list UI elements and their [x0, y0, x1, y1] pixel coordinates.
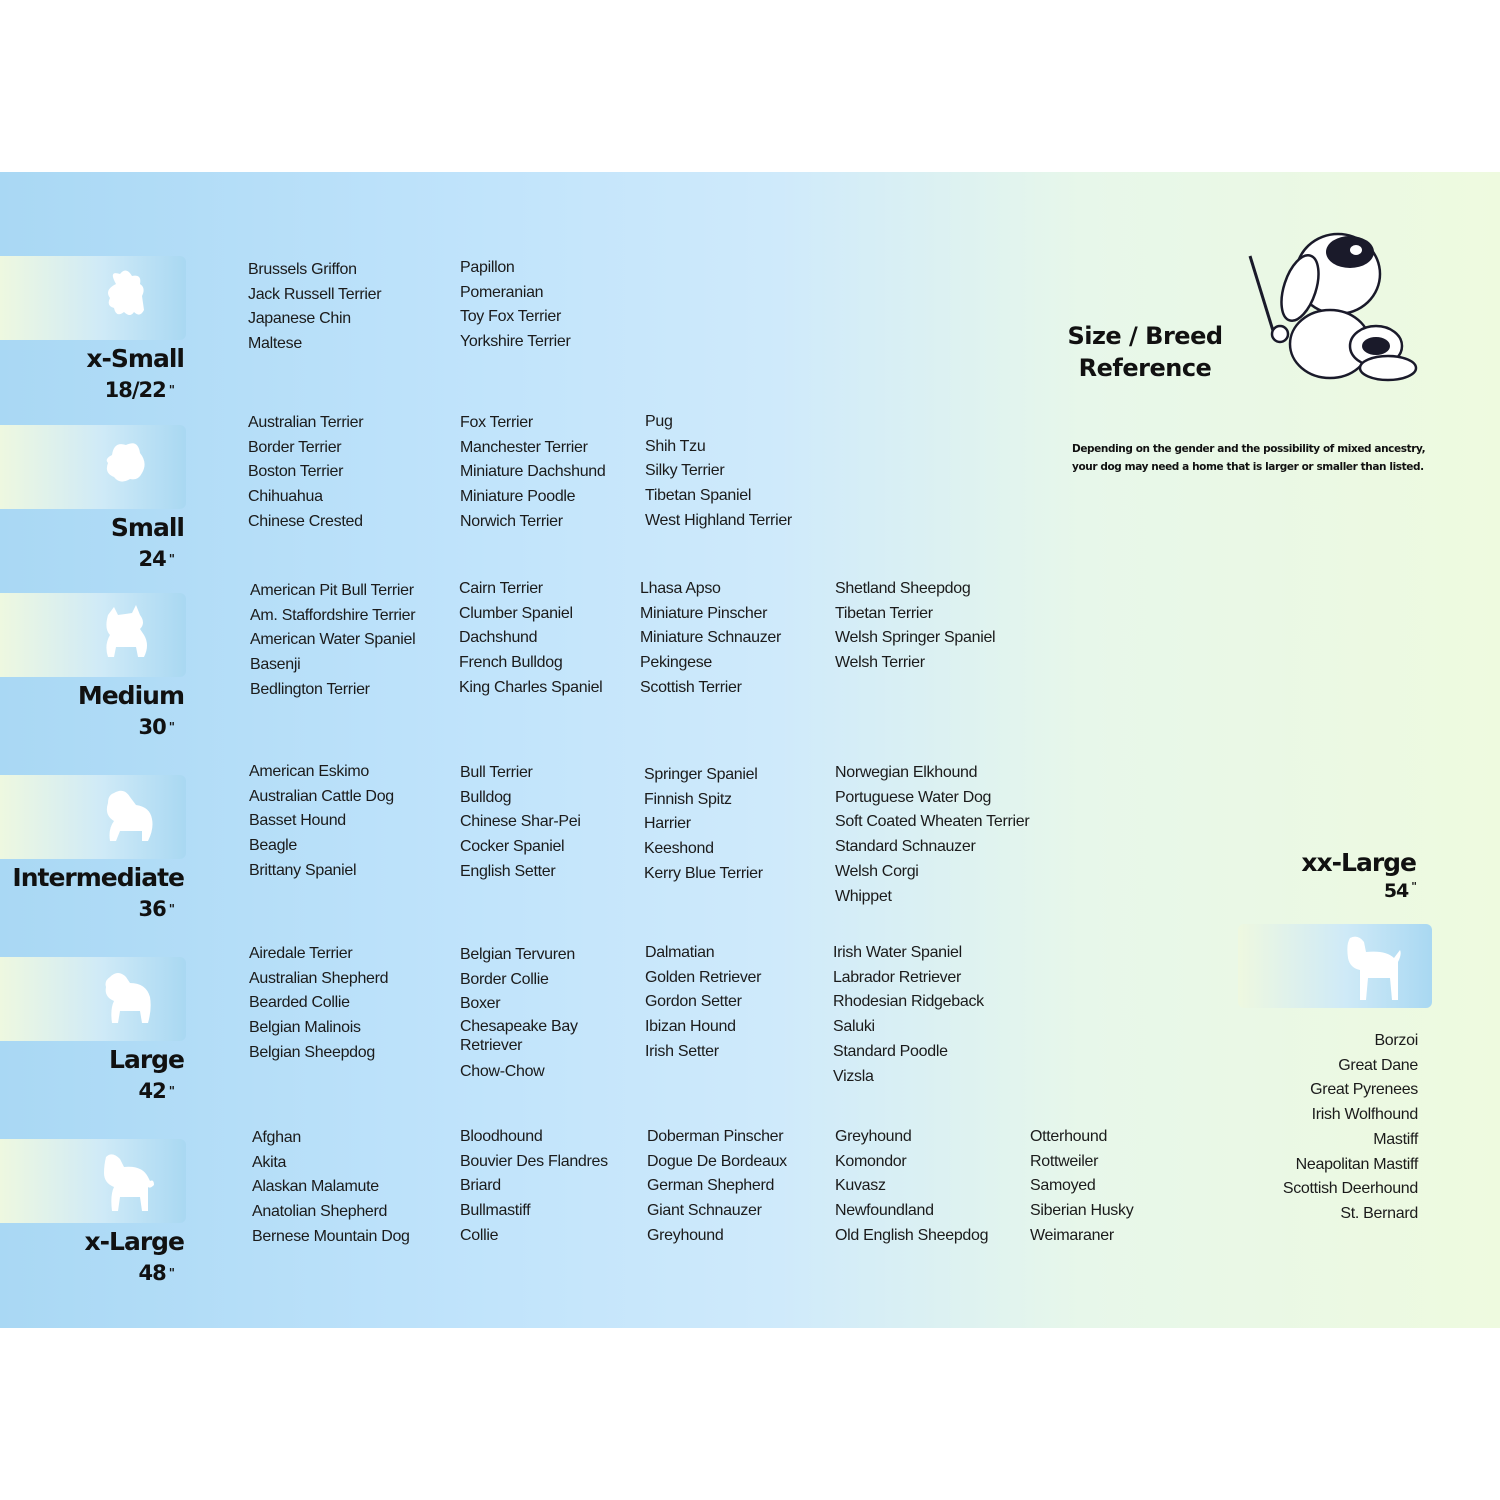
breed-column	[252, 1126, 410, 1250]
breed-name: Boston Terrier	[248, 463, 344, 481]
size-inches: 30 "	[138, 715, 174, 739]
breed-name: Cocker Spaniel	[460, 838, 565, 856]
breed-name: Ibizan Hound	[645, 1018, 736, 1036]
size-label: Intermediate	[12, 863, 184, 892]
size-row-small	[0, 413, 1500, 597]
size-row-x-large	[0, 1128, 1500, 1311]
large-dog-icon	[94, 965, 158, 1033]
breed-name: Welsh Springer Spaniel	[835, 629, 996, 647]
breed-name: Tibetan Terrier	[835, 604, 933, 622]
breed-name: Chinese Crested	[248, 512, 363, 530]
breed-column	[460, 1125, 608, 1249]
breed-column	[835, 761, 1029, 909]
great-dane-icon	[1336, 930, 1408, 1002]
breed-column	[460, 256, 571, 355]
breed-name: Newfoundland	[835, 1202, 934, 1220]
breed-name: Soft Coated Wheaten Terrier	[835, 813, 1030, 831]
breed-column	[248, 258, 381, 357]
breed-name: Greyhound	[647, 1226, 724, 1244]
breed-name: Fox Terrier	[460, 414, 533, 431]
breed-name: Bernese Mountain Dog	[252, 1227, 410, 1245]
breed-name: Briard	[460, 1177, 501, 1195]
breed-name: Akita	[252, 1153, 287, 1171]
breed-name: Collie	[460, 1226, 499, 1244]
breed-name: English Setter	[460, 862, 556, 880]
size-tile	[0, 256, 186, 340]
breed-column	[833, 941, 984, 1089]
breed-name: Whippet	[835, 887, 892, 905]
breed-name: Australian Shepherd	[249, 969, 389, 987]
breed-name: Basenji	[250, 656, 301, 674]
breed-name: American Eskimo	[249, 763, 369, 780]
breed-name: Old English Sheepdog	[835, 1226, 989, 1244]
breed-name: Tibetan Spaniel	[645, 487, 752, 505]
size-label: Medium	[77, 681, 184, 710]
breed-name: Standard Poodle	[833, 1042, 948, 1060]
breed-name: Welsh Terrier	[835, 654, 925, 672]
spaniel-icon	[94, 783, 158, 851]
title-line-1: Size / Breed	[1067, 322, 1223, 350]
breed-name: Bouvier Des Flandres	[460, 1152, 608, 1170]
size-label: Large	[109, 1045, 184, 1074]
breed-name: Bedlington Terrier	[250, 680, 370, 698]
breed-name: Samoyed	[1030, 1177, 1096, 1195]
breed-name: Norwich Terrier	[460, 512, 563, 530]
size-tile	[0, 1139, 186, 1223]
breed-name: Brittany Spaniel	[249, 861, 357, 879]
breed-name: Miniature Schnauzer	[640, 629, 782, 647]
breed-column	[645, 410, 792, 534]
breed-name: Shetland Sheepdog	[835, 580, 971, 597]
breed-name: Portuguese Water Dog	[835, 788, 992, 806]
breed-name: Papillon	[460, 259, 515, 276]
breed-name: Saluki	[833, 1018, 875, 1036]
breed-name: Bulldog	[460, 788, 512, 806]
size-tile-xx-large	[1238, 924, 1432, 1008]
breed-name: Anatolian Shepherd	[252, 1203, 388, 1221]
breed-name: Vizsla	[833, 1067, 874, 1085]
breed-name: Weimaraner	[1030, 1226, 1114, 1244]
size-inches: 18/22 "	[104, 378, 174, 402]
size-inches: 42 "	[138, 1079, 174, 1103]
breed-name: Kerry Blue Terrier	[644, 864, 763, 882]
breed-name: Siberian Husky	[1030, 1202, 1134, 1220]
breed-name: King Charles Spaniel	[459, 678, 603, 696]
breed-name: Dogue De Bordeaux	[647, 1152, 787, 1170]
breed-column	[249, 760, 394, 884]
breed-column	[1030, 1125, 1133, 1249]
small-dog-icon	[94, 433, 158, 501]
breed-name: Australian Terrier	[248, 414, 364, 431]
breed-name: Standard Schnauzer	[835, 838, 976, 856]
breed-name: Shih Tzu	[645, 437, 706, 455]
breed-name: Bullmastiff	[460, 1202, 531, 1220]
breed-name: Doberman Pinscher	[647, 1128, 784, 1145]
sizing-note-line-1: Depending on the gender and the possibility of mixed ancestry,	[1072, 443, 1426, 455]
breed-name: Scottish Deerhound	[1282, 1180, 1418, 1198]
breed-name: Miniature Dachshund	[460, 463, 606, 481]
size-row-x-small	[0, 256, 1500, 428]
breed-name: Border Terrier	[248, 438, 342, 456]
breed-name: Irish Water Spaniel	[833, 944, 962, 961]
breed-name: Gordon Setter	[645, 993, 742, 1011]
breed-name: Great Dane	[1338, 1056, 1418, 1074]
breed-name: Mastiff	[1373, 1130, 1418, 1148]
sizing-note-line-2: your dog may need a home that is larger or smaller than listed.	[1072, 461, 1424, 473]
breed-name: Clumber Spaniel	[459, 604, 573, 622]
breed-name: Lhasa Apso	[640, 580, 721, 597]
breed-name: Rottweiler	[1030, 1152, 1099, 1170]
breed-name: Brussels Griffon	[248, 261, 357, 278]
breed-name: Otterhound	[1030, 1128, 1108, 1145]
breed-name: Labrador Retriever	[833, 968, 961, 986]
breed-name: St. Bernard	[1340, 1204, 1418, 1222]
size-tile	[0, 775, 186, 859]
breed-name: Pug	[645, 413, 673, 430]
xlarge-dog-icon	[94, 1147, 158, 1215]
breed-column	[248, 411, 363, 535]
breed-name: Cairn Terrier	[459, 580, 543, 597]
breed-column	[640, 577, 781, 701]
size-breed-panel	[0, 172, 1500, 1328]
breed-name: Belgian Malinois	[249, 1019, 361, 1037]
breed-column	[250, 579, 415, 703]
size-inches: 24 "	[138, 547, 174, 571]
breed-name: Dachshund	[459, 629, 538, 647]
breed-name: Belgian Sheepdog	[249, 1043, 375, 1061]
size-tile	[0, 425, 186, 509]
title-line-2: Reference	[1078, 354, 1212, 382]
breed-name: Greyhound	[835, 1128, 912, 1145]
terrier-icon	[94, 601, 158, 669]
breed-name: Basset Hound	[249, 812, 346, 830]
breed-name: Bull Terrier	[460, 764, 533, 781]
breed-name: Bloodhound	[460, 1128, 543, 1145]
breed-name: Boxer	[460, 995, 501, 1013]
size-label: x-Large	[84, 1227, 184, 1256]
breed-name: Am. Staffordshire Terrier	[250, 606, 416, 624]
breed-name: Belgian Tervuren	[460, 946, 575, 963]
breed-name: Bearded Collie	[249, 994, 350, 1012]
breed-name: Rhodesian Ridgeback	[833, 993, 984, 1011]
breed-name: Pekingese	[640, 654, 713, 672]
breed-name: Border Collie	[460, 970, 549, 988]
breed-name: Toy Fox Terrier	[460, 308, 562, 326]
breed-name: Harrier	[644, 815, 691, 833]
breed-name: Pomeranian	[460, 283, 544, 301]
breed-name: Airedale Terrier	[249, 945, 353, 962]
breed-name: Scottish Terrier	[640, 678, 742, 696]
breed-name: Springer Spaniel	[644, 766, 758, 783]
breed-name: Norwegian Elkhound	[835, 764, 978, 781]
breed-name: Dalmatian	[645, 944, 715, 961]
size-label: Small	[110, 513, 184, 542]
breed-name: Borzoi	[1374, 1032, 1418, 1049]
size-label-xx-large: xx-Large	[1301, 848, 1416, 877]
breed-column-xx-large	[1283, 1029, 1418, 1227]
breed-name: Maltese	[248, 335, 302, 353]
breed-name: German Shepherd	[647, 1177, 775, 1195]
breed-name: Irish Wolfhound	[1311, 1106, 1418, 1124]
small-dog-icon	[94, 264, 158, 332]
size-inches: 48 "	[138, 1261, 174, 1285]
size-tile	[0, 593, 186, 677]
breed-column	[835, 577, 995, 676]
breed-column	[460, 943, 600, 1085]
breed-name: Chow-Chow	[460, 1063, 545, 1081]
breed-name: Keeshond	[644, 840, 714, 858]
breed-name: Komondor	[835, 1152, 907, 1170]
breed-name: Golden Retriever	[645, 968, 762, 986]
breed-name: Welsh Corgi	[835, 862, 919, 880]
breed-column	[460, 411, 606, 535]
breed-name: Beagle	[249, 837, 298, 855]
size-inches-xx-large: 54 "	[1383, 880, 1416, 902]
breed-name: American Pit Bull Terrier	[250, 582, 414, 599]
breed-name: Irish Setter	[645, 1042, 719, 1060]
size-tile	[0, 957, 186, 1041]
size-inches: 36 "	[138, 897, 174, 921]
breed-name: Miniature Pinscher	[640, 604, 768, 622]
size-row-intermediate	[0, 763, 1500, 947]
breed-name: Japanese Chin	[248, 310, 351, 328]
breed-name: Yorkshire Terrier	[460, 333, 571, 351]
size-label: x-Small	[86, 344, 184, 373]
breed-name: Finnish Spitz	[644, 790, 732, 808]
breed-column	[644, 763, 763, 887]
breed-name: Miniature Poodle	[460, 488, 576, 506]
breed-column	[647, 1125, 787, 1249]
breed-name: Manchester Terrier	[460, 438, 588, 456]
breed-column	[645, 941, 761, 1065]
breed-name: Silky Terrier	[645, 462, 725, 480]
breed-name: Neapolitan Mastiff	[1295, 1155, 1418, 1173]
breed-name: Alaskan Malamute	[252, 1178, 379, 1196]
breed-column	[460, 761, 581, 885]
breed-name: Afghan	[252, 1129, 301, 1146]
breed-name: Chinese Shar-Pei	[460, 813, 581, 831]
breed-name: West Highland Terrier	[645, 511, 792, 529]
breed-column	[459, 577, 602, 701]
breed-name: Chesapeake Bay Retriever	[460, 1018, 578, 1055]
breed-name: American Water Spaniel	[250, 631, 416, 649]
breed-name: French Bulldog	[459, 654, 563, 672]
breed-column	[835, 1125, 988, 1249]
breed-name: Australian Cattle Dog	[249, 787, 394, 805]
breed-name: Jack Russell Terrier	[248, 285, 382, 303]
breed-column	[249, 942, 388, 1066]
breed-name: Great Pyrenees	[1310, 1081, 1418, 1099]
breed-name: Giant Schnauzer	[647, 1202, 762, 1220]
breed-name: Chihuahua	[248, 488, 323, 506]
size-row-medium	[0, 580, 1500, 765]
breed-name: Kuvasz	[835, 1177, 886, 1195]
